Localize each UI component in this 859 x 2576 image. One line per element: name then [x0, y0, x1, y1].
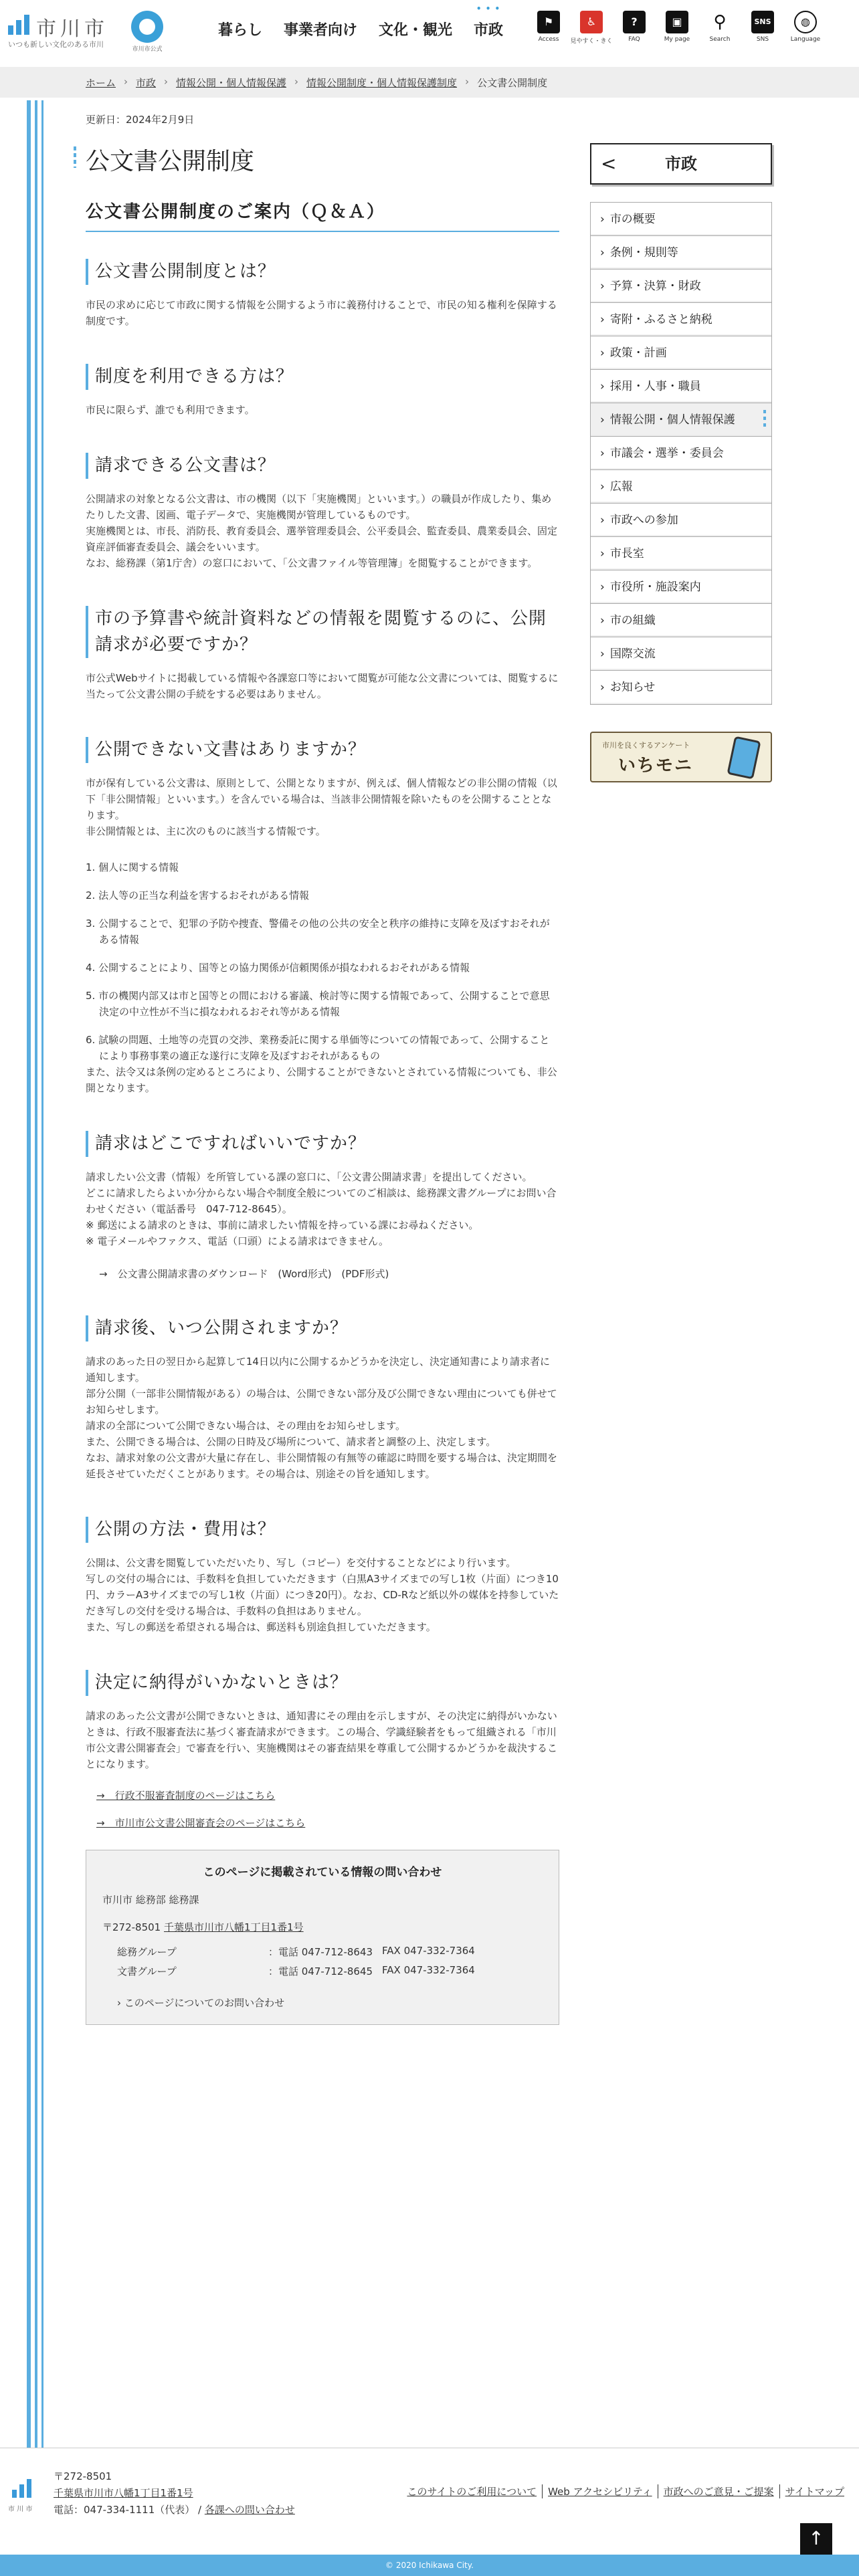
sidebar-item-policy[interactable]: › 政策・計画	[591, 336, 771, 370]
contact-department: 市川市 総務部 総務課	[102, 1894, 199, 1906]
mascot-icon[interactable]	[131, 11, 163, 43]
breadcrumb-current: 公文書公開制度	[477, 77, 548, 89]
contact-row	[102, 1964, 543, 1978]
copyright: © 2020 Ichikawa City.	[0, 2555, 859, 2576]
sidebar-item-recruit[interactable]: › 採用・人事・職員	[591, 370, 771, 403]
gnav-shisei[interactable]: • • • 市政	[463, 0, 514, 59]
paragraph: 写しの交付の場合には、手数料を負担していただきます（白黒A3サイズまでの写し1枚（片面）につき10円、カラーA3サイズまでの写し1枚（片面）につき20円）。なお、CD-Rなど紙以外の媒体を持参していただき写しの交付を受ける場合は、手数料の負担はありません。	[86, 1573, 559, 1617]
logo-icon	[8, 15, 31, 35]
mascot-caption: 市川市公式	[132, 46, 163, 53]
footer-logo-icon[interactable]	[9, 2478, 40, 2498]
sns-button[interactable]: SNS SNS	[741, 11, 784, 45]
chevron-left-icon: <	[601, 152, 617, 175]
link-row	[86, 1816, 559, 1830]
chevron-right-icon: ›	[600, 447, 605, 460]
download-label: → 公文書公開請求書のダウンロード	[99, 1268, 268, 1280]
list-item: 2. 法人等の正当な利益を害するおそれがある情報	[86, 889, 310, 901]
decor-stripe	[35, 100, 37, 2448]
mypage-icon: ▣	[666, 11, 688, 33]
global-nav	[207, 0, 514, 59]
appeal-system-link[interactable]: → 行政不服審査制度のページはこちら	[96, 1790, 276, 1802]
mypage-button[interactable]: ▣ My page	[656, 11, 698, 45]
chevron-right-icon: ›	[600, 580, 605, 594]
contact-fax: FAX 047-332-7364	[382, 1945, 475, 1957]
gnav-business[interactable]: 事業者向け	[284, 22, 358, 39]
section-budget-docs	[86, 606, 559, 702]
decor-stripe	[41, 100, 43, 2448]
chevron-right-icon: ›	[600, 346, 605, 360]
section-heading: 市の予算書や統計資料などの情報を閲覧するのに、公開請求が必要ですか？	[86, 606, 559, 658]
section-who-can-use	[86, 364, 559, 418]
logo-tagline: いつも新しい文化のある市川	[8, 40, 104, 49]
chevron-right-icon: ›	[600, 681, 605, 694]
chevron-right-icon: ›	[600, 213, 605, 226]
footer-link-opinion[interactable]: 市政へのご意見・ご提案	[658, 2484, 779, 2498]
sidebar-header[interactable]	[590, 143, 772, 185]
section-method-fees	[86, 1517, 559, 1635]
search-icon: ⚲	[713, 12, 727, 32]
download-row	[86, 1267, 559, 1281]
sidebar-menu	[590, 202, 772, 705]
footer-link-accessibility[interactable]: Web アクセシビリティ	[542, 2484, 658, 2498]
chevron-right-icon: ›	[600, 280, 605, 293]
breadcrumb-joho-kokai[interactable]: 情報公開・個人情報保護	[176, 77, 287, 89]
breadcrumb	[86, 76, 547, 90]
download-pdf-link[interactable]: (PDF形式)	[341, 1268, 389, 1280]
contact-box	[86, 1850, 559, 2025]
chevron-right-icon: ›	[600, 313, 605, 326]
chevron-right-icon: ›	[600, 547, 605, 560]
contact-tel: ：電話 047-712-8643	[268, 1946, 373, 1958]
footer-logo-caption: 市 川 市	[8, 2506, 33, 2513]
sidebar-item-pr[interactable]: › 広報	[591, 470, 771, 504]
chevron-right-icon: ›	[600, 413, 605, 427]
contact-zip: 〒272-8501	[102, 1921, 161, 1933]
contact-address-link[interactable]: 千葉県市川市八幡1丁目1番1号	[164, 1921, 304, 1933]
paragraph: 市公式Webサイトに掲載している情報や各課窓口等において閲覧が可能な公文書については、閲覧するに当たって公文書公開の手続をする必要はありません。	[86, 672, 559, 700]
section-heading: 請求できる公文書は？	[86, 453, 559, 479]
link-row	[86, 1788, 559, 1802]
section-where-to-request	[86, 1131, 559, 1281]
sidebar-item-international[interactable]: › 国際交流	[591, 637, 771, 671]
paragraph: どこに請求したらよいか分からない場合や制度全般についてのご相談は、総務課文書グループにお問い合わせください（電話番号 047-712-8645）。	[86, 1187, 557, 1215]
sidebar-item-budget[interactable]: › 予算・決算・財政	[591, 270, 771, 303]
sidebar-item-overview[interactable]: › 市の概要	[591, 203, 771, 236]
breadcrumb-separator-icon: ›	[465, 76, 470, 88]
footer-zip: 〒272-8501	[54, 2470, 112, 2482]
sidebar-item-facilities[interactable]: › 市役所・施設案内	[591, 570, 771, 604]
list-item: 6. 試験の問題、土地等の売買の交渉、業務委託に関する単価等についての情報であって、公開することにより事務事業の適正な遂行に支障を及ぼすおそれがあるもの	[86, 1034, 550, 1062]
contact-tel: ：電話 047-712-8645	[268, 1965, 373, 1977]
map-pin-icon: ⚑	[537, 11, 560, 33]
chevron-right-icon: ›	[600, 380, 605, 393]
sidebar-item-donation[interactable]: › 寄附・ふるさと納税	[591, 303, 771, 336]
sidebar-item-ordinances[interactable]: › 条例・規則等	[591, 236, 771, 270]
sidebar-item-mayor[interactable]: › 市長室	[591, 537, 771, 570]
smartphone-icon	[727, 736, 761, 779]
paragraph: また、公開できる場合は、公開の日時及び場所について、請求者と調整の上、決定します。	[86, 1436, 496, 1448]
gnav-kurashi[interactable]: 暮らし	[218, 22, 263, 39]
page-subtitle: 公文書公開制度のご案内（Ｑ＆Ａ）	[86, 198, 559, 232]
section-heading: 請求後、いつ公開されますか？	[86, 1315, 559, 1341]
paragraph: 公開は、公文書を閲覧していただいたり、写し（コピー）を交付することなどにより行います。	[86, 1557, 516, 1569]
paragraph: 請求のあった日の翌日から起算して14日以内に公開するかどうかを決定し、決定通知書により請求者に通知します。	[86, 1356, 550, 1384]
review-board-link[interactable]: → 市川市公文書公開審査会のページはこちら	[96, 1817, 306, 1829]
accessibility-button[interactable]: ♿ 見やすく・きく	[570, 11, 613, 45]
contact-address	[102, 1920, 543, 1934]
paragraph: 市が保有している公文書は、原則として、公開となりますが、例えば、個人情報などの非公開の情報（以下「非公開情報」といいます。）を含んでいる場合は、当該非公開情報を除いたものを公開することとなります。	[86, 777, 557, 821]
footer-address: 〒272-8501 千葉県市川市八幡1丁目1番1号 電話：047-334-1111（代表） / 各課への問い合わせ	[54, 2468, 295, 2518]
accessibility-icon: ♿	[580, 11, 603, 33]
paragraph: また、写しの郵送を希望される場合は、郵送料も別途負担していただきます。	[86, 1621, 436, 1633]
contact-group: 文書グループ	[117, 1965, 177, 1977]
breadcrumb-shisei[interactable]: 市政	[136, 77, 157, 89]
site-footer	[0, 2448, 859, 2576]
section-heading: 制度を利用できる方は？	[86, 364, 559, 390]
section-non-disclosure	[86, 737, 559, 1096]
chevron-right-icon: ›	[600, 514, 605, 527]
chevron-right-icon: ›	[600, 647, 605, 661]
footer-links	[401, 2484, 850, 2498]
breadcrumb-bar	[0, 67, 859, 98]
main-content	[86, 107, 559, 2025]
paragraph: 市民の求めに応じて市政に関する情報を公開するよう市に義務付けることで、市民の知る権利を保障する制度です。	[86, 299, 557, 327]
section-heading: 請求はどこですればいいですか？	[86, 1131, 559, 1157]
sidebar-header-label: 市政	[665, 154, 697, 173]
faq-icon: ?	[623, 11, 646, 33]
banner-title: いちモニ	[618, 756, 694, 776]
updated-date: 更新日：2024年2月9日	[86, 114, 195, 126]
sidebar-item-news[interactable]: › お知らせ	[591, 671, 771, 704]
breadcrumb-seido[interactable]: 情報公開制度・個人情報保護制度	[306, 77, 458, 89]
non-disclosure-list	[86, 859, 559, 1064]
contact-row	[102, 1945, 543, 1959]
footer-link-sitemap[interactable]: サイトマップ	[779, 2484, 850, 2498]
paragraph: なお、総務課（第1庁舎）の窓口において、「公文書ファイル等管理簿」を閲覧することができます。	[86, 557, 538, 569]
list-item: 5. 市の機関内部又は市と国等との間における審議、検討等に関する情報であって、公開することで意思決定の中立性が不当に損なわれるおそれ等がある情報	[86, 990, 550, 1018]
chevron-right-icon: ›	[600, 614, 605, 627]
section-heading: 公開できない文書はありますか？	[86, 737, 559, 763]
section-heading: 公開の方法・費用は？	[86, 1517, 559, 1543]
paragraph: また、法令又は条例の定めるところにより、公開することができないとされている情報についても、非公開となります。	[86, 1066, 557, 1094]
paragraph: 市民に限らず、誰でも利用できます。	[86, 404, 255, 416]
paragraph: 実施機関とは、市長、消防長、教育委員会、選挙管理委員会、公平委員会、監査委員、農業委員会、固定資産評価審査委員会、議会をいいます。	[86, 525, 558, 553]
search-button[interactable]: ⚲ Search	[709, 12, 731, 43]
sidebar	[590, 143, 772, 782]
paragraph: 公開請求の対象となる公文書は、市の機関（以下「実施機関」といいます。）の職員が作成したり、集めたりした文書、図画、電子データで、実施機関が管理しているものです。	[86, 493, 552, 521]
back-to-top-button[interactable]	[800, 2523, 832, 2555]
breadcrumb-separator-icon: ›	[124, 76, 128, 88]
language-button[interactable]: ◍ Language	[784, 11, 827, 45]
list-item: 4. 公開することにより、国等との協力関係が信頼関係が損なわれるおそれがある情報	[86, 962, 470, 974]
arrow-up-icon: ↑	[808, 2527, 824, 2549]
breadcrumb-home[interactable]: ホーム	[86, 77, 116, 89]
sidebar-item-participation[interactable]: › 市政への参加	[591, 504, 771, 537]
footer-inquiry-link[interactable]: 各課への問い合わせ	[204, 2503, 295, 2516]
gnav-culture[interactable]: 文化・観光	[379, 22, 453, 39]
sidebar-item-organization[interactable]: › 市の組織	[591, 604, 771, 637]
banner-caption: 市川を良くするアンケート	[602, 741, 690, 750]
sidebar-item-council[interactable]: › 市議会・選挙・委員会	[591, 437, 771, 470]
section-documents	[86, 453, 559, 571]
chevron-right-icon: ›	[600, 246, 605, 259]
contact-form-link[interactable]: › このページについてのお問い合わせ	[117, 1997, 285, 2009]
contact-title: このページに掲載されている情報の問い合わせ	[203, 1866, 442, 1879]
site-logo[interactable]	[8, 9, 115, 51]
language-icon: ◍	[794, 11, 817, 33]
paragraph: 請求の全部について公開できない場合は、その理由をお知らせします。	[86, 1420, 406, 1432]
section-heading: 決定に納得がいかないときは？	[86, 1670, 559, 1696]
faq-button[interactable]: ? FAQ	[613, 11, 656, 45]
sns-icon: SNS	[751, 11, 774, 33]
chevron-right-icon: ›	[600, 480, 605, 494]
footer-phone: 電話：047-334-1111（代表）	[54, 2503, 195, 2516]
contact-group: 総務グループ	[117, 1946, 177, 1958]
section-what-is	[86, 259, 559, 329]
paragraph: 請求したい公文書（情報）を所管している課の窓口に、「公文書公開請求書」を提出してください。	[86, 1171, 533, 1183]
site-header	[0, 0, 859, 59]
access-button[interactable]: ⚑ Access	[527, 11, 570, 45]
paragraph: ※ 電子メールやファクス、電話（口頭）による請求はできません。	[86, 1235, 389, 1247]
download-word-link[interactable]: (Word形式)	[278, 1268, 332, 1280]
breadcrumb-separator-icon: ›	[164, 76, 169, 88]
breadcrumb-separator-icon: ›	[294, 76, 299, 88]
contact-fax: FAX 047-332-7364	[382, 1964, 475, 1976]
sidebar-item-info-disclosure[interactable]: › 情報公開・個人情報保護	[591, 403, 771, 437]
page-title: 公文書公開制度	[86, 142, 559, 177]
decor-stripe	[27, 100, 31, 2448]
paragraph: なお、請求対象の公文書が大量に存在し、非公開情報の有無等の確認に時間を要する場合は、決定期間を延長させていただくことがあります。その場合は、別途その旨を通知します。	[86, 1452, 558, 1480]
paragraph: 非公開情報とは、主に次のものに該当する情報です。	[86, 825, 326, 837]
footer-link-usage[interactable]: このサイトのご利用について	[407, 2486, 537, 2498]
section-when-disclosed	[86, 1315, 559, 1482]
list-item: 1. 個人に関する情報	[86, 861, 179, 873]
section-heading: 公文書公開制度とは？	[86, 259, 559, 285]
logo-name: 市川市	[36, 17, 108, 41]
ichimoni-banner[interactable]	[590, 732, 772, 782]
paragraph: 部分公開（一部非公開情報がある）の場合は、公開できない部分及び公開できない理由についても併せてお知らせします。	[86, 1388, 557, 1416]
paragraph: 請求のあった公文書が公開できないときは、通知書にその理由を示しますが、その決定に納得がいかないときは、行政不服審査法に基づく審査請求ができます。この場合、学識経験者をもって組織される「市川市公文書公開審査会」で審査を行い、実施機関はその審査結果を尊重して公開するかどうかを裁決することになります。	[86, 1710, 558, 1770]
section-appeal	[86, 1670, 559, 1830]
list-item: 3. 公開することで、犯罪の予防や捜査、警備その他の公共の安全と秩序の維持に支障を及ぼすおそれがある情報	[86, 918, 550, 946]
utility-nav	[527, 11, 827, 45]
paragraph: ※ 郵送による請求のときは、事前に請求したい情報を持っている課にお尋ねください。	[86, 1219, 479, 1231]
footer-address-link[interactable]: 千葉県市川市八幡1丁目1番1号	[54, 2486, 193, 2499]
